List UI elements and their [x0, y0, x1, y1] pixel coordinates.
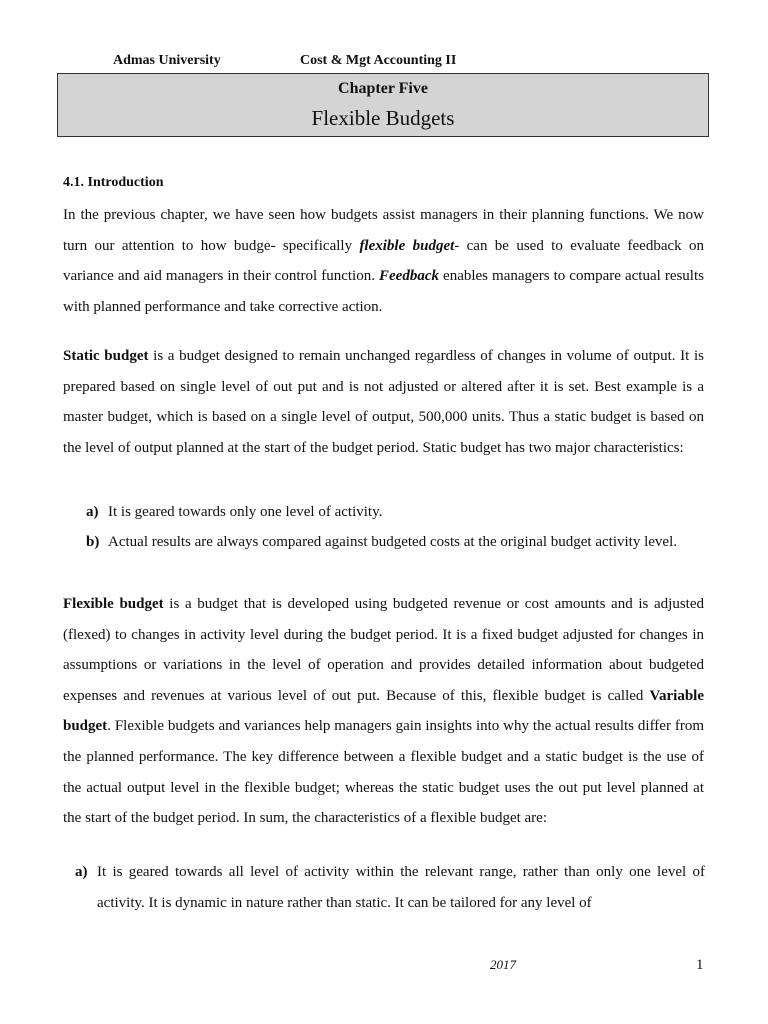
chapter-number: Chapter Five: [338, 80, 428, 97]
footer-year: 2017: [490, 957, 516, 972]
intro-emphasis-flexible: flexible budget: [359, 237, 455, 254]
intro-emphasis-feedback: Feedback: [379, 268, 439, 285]
page-number: 1: [696, 957, 704, 973]
chapter-title-box: [57, 73, 709, 137]
flexible-budget-paragraph: [63, 589, 704, 834]
intro-text-2: - can be used to evaluate feedback on variance and aid managers in their control function.: [63, 237, 704, 285]
header-course: Cost & Mgt Accounting II: [300, 53, 457, 68]
intro-text-1: In the previous chapter, we have seen how budgets assist managers in their planning functions. We now turn our attention to how budge- specifically: [63, 207, 704, 254]
header-university: Admas University: [113, 53, 221, 68]
static-budget-term: Static budget: [63, 348, 149, 364]
flexible-budget-term: Flexible budget: [63, 596, 164, 612]
flex-list-item-a: [75, 857, 705, 918]
variable-budget-term: Variable budget: [63, 687, 704, 735]
chapter-title: Flexible Budgets: [311, 106, 455, 130]
list-item-text: It is geared towards only one level of activity.: [108, 504, 383, 520]
static-budget-paragraph: [63, 341, 704, 463]
list-marker: a): [86, 504, 99, 520]
section-heading: 4.1. Introduction: [63, 175, 164, 190]
static-list-item-b: [86, 527, 704, 558]
flexible-budget-text-1: is a budget that is developed using budgeted revenue or cost amounts and is adjusted (flexed) to changes in activity level during the budget period. It is a fixed budget adjusted for changes in assumptions or variations in the level of operation and provides detailed information about budgeted expenses and revenues at various level of out put. Because of this, flexible budget is called: [63, 596, 704, 704]
intro-paragraph: [63, 200, 704, 322]
flexible-budget-text-2: . Flexible budgets and variances help managers gain insights into why the actual results differ from the planned performance. The key difference between a flexible budget and a static budget is the use of the actual output level in the flexible budget; whereas the static budget uses the out put level planned at the start of the budget period. In sum, the characteristics of a flexible budget are:: [63, 718, 704, 827]
list-item-text: It is geared towards all level of activity within the relevant range, rather than only one level of activity. It is dynamic in nature rather than static. It can be tailored for any level of: [97, 864, 705, 911]
intro-text-3: enables managers to compare actual results with planned performance and take corrective action.: [63, 268, 704, 315]
static-list-item-a: [86, 497, 704, 528]
list-marker: a): [75, 864, 88, 880]
list-marker: b): [86, 534, 100, 550]
list-item-text: Actual results are always compared against budgeted costs at the original budget activity level.: [108, 534, 677, 550]
static-budget-text: is a budget designed to remain unchanged regardless of changes in volume of output. It is prepared based on single level of out put and is not adjusted or altered after it is set. Best example is a master budget, which is based on a single level of output, 500,000 units. Thus a static budget is based on the level of output planned at the start of the budget period. Static budget has two major characteristics:: [63, 348, 704, 456]
